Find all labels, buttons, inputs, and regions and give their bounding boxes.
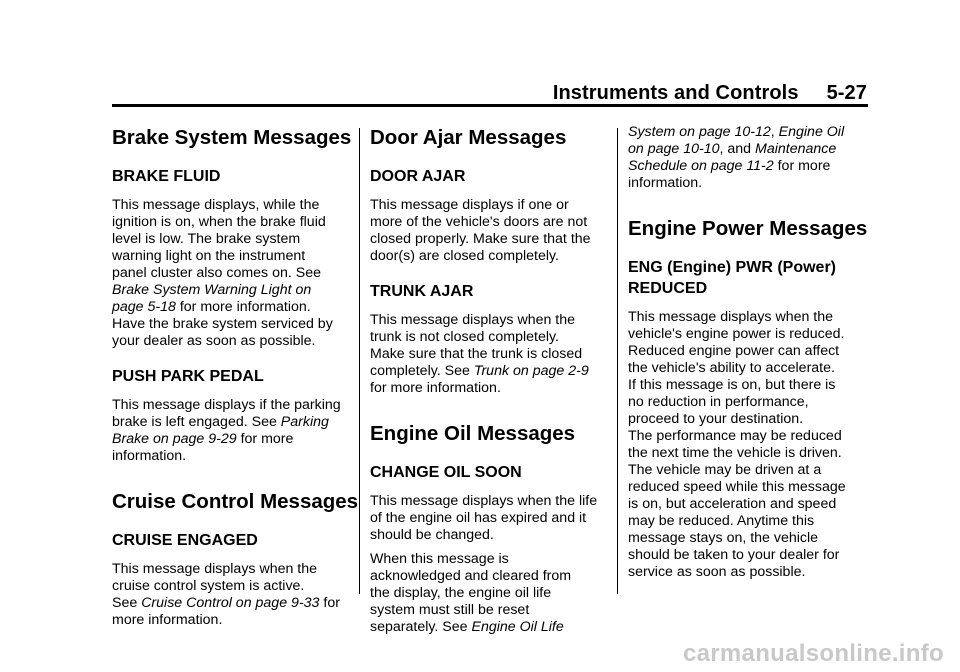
engine-oil-life-link[interactable]: Engine Oil Life bbox=[471, 619, 564, 635]
header-rule bbox=[112, 104, 868, 107]
push-park-text: This message displays if the parking brake is left engaged. See Parking Brake on page 9-29 for more information. bbox=[112, 397, 341, 464]
power-section-title: Engine Power Messages bbox=[628, 217, 868, 240]
brake-warning-light-page-link[interactable]: page 5-18 bbox=[112, 299, 176, 315]
door-section-title: Door Ajar Messages bbox=[370, 126, 567, 149]
page-header bbox=[553, 82, 867, 105]
change-oil-text-2: When this message is acknowledged and cleared from the display, the engine oil life system must still be reset separately. See Engine Oil Life bbox=[370, 551, 572, 635]
engine-oil-page-link[interactable]: on page 10-10 bbox=[628, 141, 720, 157]
oil-life-system-page-link[interactable]: System on page 10-12 bbox=[628, 124, 771, 140]
change-oil-text-1: This message displays when the life of the engine oil has expired and it should be changed. bbox=[370, 493, 598, 543]
change-oil-heading: CHANGE OIL SOON bbox=[370, 464, 522, 481]
trunk-ajar-text: This message displays when the trunk is not closed completely. Make sure that the trunk is closed completely. See Trunk on page 2-9 for more information. bbox=[370, 312, 589, 396]
brake-fluid-heading: BRAKE FLUID bbox=[112, 168, 221, 185]
column-divider-2 bbox=[617, 128, 618, 594]
eng-pwr-text: This message displays when the vehicle's engine power is reduced. Reduced engine power can affect the vehicle's ability to accelerate. If this message is on, but there is no reduction in performance, proceed to your destination. The performance may be reduced the next time the vehicle is driven. The vehicle may be driven at a reduced speed while this message is on, but acceleration and speed may be reduced. Anytime this message stays on, the vehicle should be taken to your dealer for service as soon as possible. bbox=[628, 309, 846, 580]
push-park-heading: PUSH PARK PEDAL bbox=[112, 368, 264, 385]
watermark: carmanualsonline.info bbox=[682, 640, 944, 667]
parking-brake-page-link[interactable]: Brake on page 9-29 bbox=[112, 431, 237, 447]
column-divider-1 bbox=[359, 128, 360, 594]
page-number: 5-27 bbox=[826, 82, 867, 104]
maintenance-link[interactable]: Maintenance bbox=[755, 141, 837, 157]
cruise-control-link[interactable]: Cruise Control on page 9-33 bbox=[141, 595, 320, 611]
column-2 bbox=[370, 124, 610, 643]
column-1 bbox=[112, 124, 359, 636]
cruise-section-title: Cruise Control Messages bbox=[112, 490, 359, 513]
maintenance-schedule-page-link[interactable]: Schedule on page 11-2 bbox=[628, 158, 774, 174]
eng-pwr-heading: ENG (Engine) PWR (Power) REDUCED bbox=[628, 259, 836, 297]
trunk-ajar-heading: TRUNK AJAR bbox=[370, 283, 474, 300]
section-title: Instruments and Controls bbox=[552, 82, 799, 104]
brake-section-title: Brake System Messages bbox=[112, 126, 352, 149]
cruise-engaged-heading: CRUISE ENGAGED bbox=[112, 532, 258, 549]
oil-section-title: Engine Oil Messages bbox=[370, 422, 576, 445]
cruise-engaged-text: This message displays when the cruise control system is active. See Cruise Control on page 9-33 for more information. bbox=[112, 561, 340, 628]
parking-brake-link[interactable]: Parking bbox=[280, 414, 329, 430]
door-ajar-heading: DOOR AJAR bbox=[370, 168, 466, 185]
engine-oil-link[interactable]: Engine Oil bbox=[778, 124, 845, 140]
brake-fluid-text: This message displays, while the ignition is on, when the brake fluid level is low. The brake system warning light on the instrument panel cluster also comes on. See Brake System Warning Light on page 5-18 for more information. Have the brake system serviced by your dealer as soon as possible. bbox=[112, 197, 333, 349]
brake-warning-light-link[interactable]: Brake System Warning Light on bbox=[112, 282, 312, 298]
trunk-link[interactable]: Trunk on page 2-9 bbox=[473, 363, 589, 379]
oil-continuation-text: System on page 10-12, Engine Oil on page 10-10, and Maintenance Schedule on page 11-2 for more information. bbox=[628, 124, 845, 191]
column-3 bbox=[628, 124, 868, 581]
door-ajar-text: This message displays if one or more of the vehicle's doors are not closed properly. Make sure that the door(s) are closed completely. bbox=[370, 197, 591, 264]
